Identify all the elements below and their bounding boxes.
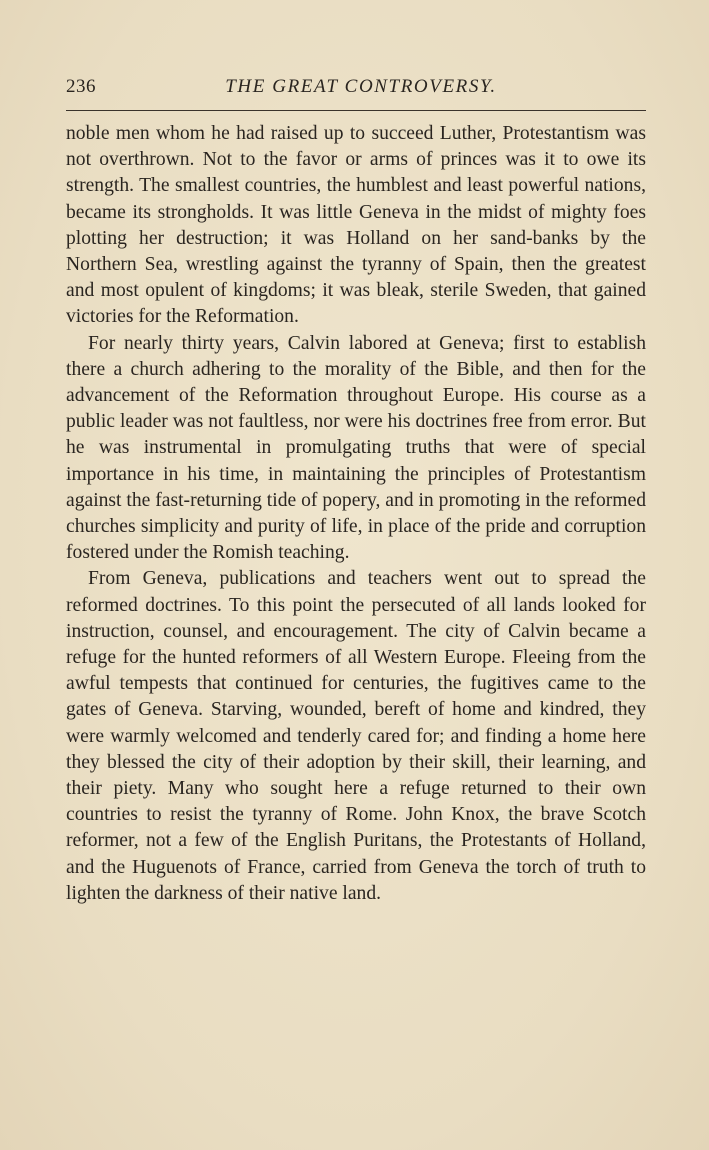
paragraph-geneva-refuge: From Geneva, publications and teachers went out to spread the reformed doctrines. To this point the persecuted of all lands looked for instruction, counsel, and encouragement. The city of Calvin became a refuge for the hunted reformers of all Western Europe. Fleeing from the awful tempests that continued for centuries, the fugitives came to the gates of Geneva. Starving, wounded, bereft of home and kindred, they were warmly welcomed and tenderly cared for; and finding a home here they blessed the city of their adoption by their skill, their learning, and their piety. Many who sought here a refuge returned to their own countries to resist the tyranny of Rome. John Knox, the brave Scotch reformer, not a few of the English Puritans, the Protestants of Holland, and the Huguenots of France, carried from Geneva the torch of truth to lighten the darkness of their native land. [66, 568, 646, 904]
running-title: THE GREAT CONTROVERSY. [225, 76, 497, 97]
running-head [66, 76, 646, 102]
header-rule [66, 110, 646, 111]
page-number: 236 [66, 76, 96, 97]
book-page [66, 0, 646, 1150]
paragraph-calvin-at-geneva: For nearly thirty years, Calvin labored at Geneva; first to establish there a church adhering to the morality of the Bible, and then for the advancement of the Reformation throughout Europe. His course as a public leader was not faultless, nor were his doctrines free from error. But he was instrumental in promulgating truths that were of special importance in his time, in maintaining the principles of Protestantism against the fast-returning tide of popery, and in promoting in the reformed churches simplicity and purity of life, in place of the pride and corruption fostered under the Romish teaching. [66, 332, 646, 564]
paragraph-continued: noble men whom he had raised up to succeed Luther, Protestantism was not overthrown. Not to the favor or arms of princes was it to owe its strength. The smallest countries, the humblest and least powerful nations, became its strongholds. It was little Geneva in the midst of mighty foes plotting her destruction; it was Holland on her sand-banks by the Northern Sea, wrestling against the tyranny of Spain, then the greatest and most opulent of kingdoms; it was bleak, sterile Sweden, that gained victories for the Reformation. [66, 123, 646, 328]
body-text [66, 121, 646, 907]
